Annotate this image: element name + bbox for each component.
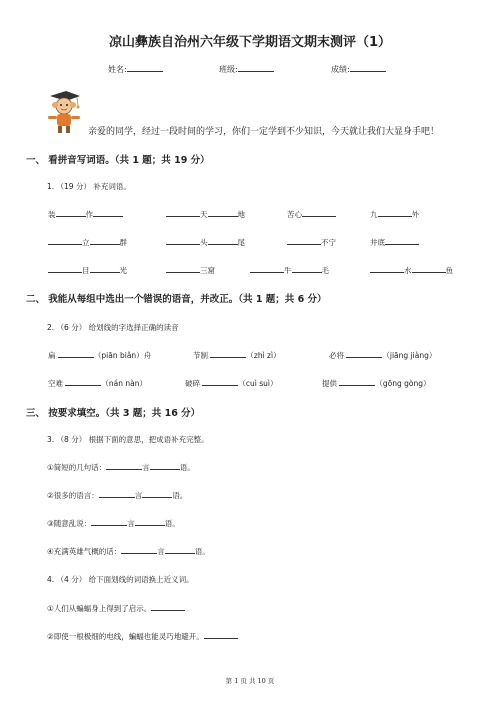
pinyin-options: （nán nàn） [101, 379, 147, 388]
q1-row2-item3[interactable] [287, 236, 336, 248]
word-part: 地 [237, 210, 245, 219]
item-text: ④充满英雄气概的话： [47, 547, 122, 556]
word-part: 破碎 [185, 379, 200, 388]
answer-blank[interactable] [166, 208, 200, 217]
q1-row3-item3[interactable] [250, 264, 329, 276]
word-part: 不宁 [321, 238, 336, 247]
answer-blank[interactable] [93, 208, 123, 217]
q2-item-3[interactable] [329, 349, 436, 361]
page-footer: 第 1 页 共 10 页 [225, 677, 275, 685]
q2-item-6[interactable] [322, 377, 431, 389]
word-part: 作 [85, 210, 93, 219]
name-blank[interactable] [127, 62, 163, 72]
name-label: 姓名: [108, 65, 127, 74]
section-1-title: 一、 看拼音写词语。（共 1 题；共 19 分） [26, 155, 210, 166]
intro-text: 亲爱的同学，经过一段时间的学习，你们一定学到不少知识，今天就让我们大显身手吧！ [88, 127, 440, 137]
item-text: 言 [134, 491, 143, 500]
item-text: ①人们从蝙蝠身上得到了启示。 [47, 604, 152, 613]
word-part: 提供 [322, 379, 337, 388]
answer-blank[interactable] [48, 236, 82, 245]
item-text: 语。 [194, 547, 210, 556]
answer-blank[interactable] [204, 630, 238, 639]
q1-row2-item4[interactable] [370, 236, 419, 248]
item-text: ①简短的几句话： [47, 463, 107, 472]
item-text: 言 [127, 519, 135, 528]
answer-blank[interactable] [58, 349, 94, 358]
q3-item-1[interactable] [47, 461, 195, 473]
answer-blank[interactable] [302, 208, 336, 217]
item-text: 言 [142, 463, 150, 472]
answer-blank[interactable] [90, 236, 120, 245]
answer-blank[interactable] [99, 489, 135, 498]
answer-blank[interactable] [287, 236, 321, 245]
student-mascot-icon [44, 88, 82, 134]
item-text: 语。 [172, 491, 188, 500]
answer-blank[interactable] [121, 545, 157, 554]
word-part: 头 [200, 238, 208, 247]
word-part: 毛 [321, 266, 329, 275]
class-label: 班级: [219, 65, 238, 74]
answer-blank[interactable] [142, 489, 172, 498]
section-2-title: 二、 我能从每组中选出一个错误的语音，并改正。（共 1 题；共 6 分） [26, 294, 327, 305]
word-part: 水 [404, 266, 412, 275]
q2-item-2[interactable] [193, 349, 281, 361]
class-field[interactable] [219, 62, 274, 75]
score-blank[interactable] [350, 62, 386, 72]
word-part: 九 [370, 210, 378, 219]
word-part: 装 [48, 210, 56, 219]
word-part: 三窟 [200, 266, 215, 275]
q3-item-3[interactable] [47, 517, 180, 529]
q2-label: 2. （6 分） 给划线的字选择正确的读音 [47, 323, 179, 332]
word-part: 井底 [370, 238, 385, 247]
pinyin-options: （zhì zì） [246, 351, 281, 360]
q3-item-4[interactable] [47, 545, 210, 557]
score-field[interactable] [331, 62, 386, 75]
q1-row1-item2[interactable] [166, 208, 245, 220]
pinyin-options: （jiāng jiàng） [382, 351, 437, 360]
q1-row2-item1[interactable] [48, 236, 127, 248]
item-text: 语。 [164, 519, 180, 528]
answer-blank[interactable] [370, 264, 404, 273]
q1-row3-item1[interactable] [48, 264, 127, 276]
q3-label: 3. （8 分） 根据下面的意思，把成语补充完整。 [47, 435, 209, 444]
word-part: 外 [411, 210, 419, 219]
answer-blank[interactable] [208, 236, 238, 245]
q1-label: 1. （19 分） 补充词语。 [47, 182, 131, 191]
answer-blank[interactable] [91, 517, 127, 526]
item-text: 语。 [179, 463, 195, 472]
q4-item-1[interactable] [47, 602, 185, 614]
class-blank[interactable] [238, 62, 274, 72]
answer-blank[interactable] [250, 264, 284, 273]
word-part: 天 [200, 210, 208, 219]
answer-blank[interactable] [346, 349, 382, 358]
q1-row1-item3[interactable] [287, 208, 336, 220]
answer-blank[interactable] [56, 208, 86, 217]
item-text: ③随意乱说： [47, 519, 92, 528]
answer-blank[interactable] [202, 377, 238, 386]
word-part: 苦心 [287, 210, 302, 219]
word-part: 光 [119, 266, 127, 275]
word-part: 空难 [48, 379, 63, 388]
q1-row1-item4[interactable] [370, 208, 419, 220]
section-3-title: 三、 按要求填空。（共 3 题；共 16 分） [26, 408, 201, 419]
q1-row3-item2[interactable] [166, 264, 215, 276]
answer-blank[interactable] [90, 264, 120, 273]
answer-blank[interactable] [208, 208, 238, 217]
answer-blank[interactable] [151, 602, 185, 611]
word-part: 立 [82, 238, 90, 247]
answer-blank[interactable] [150, 461, 180, 470]
word-part: 牛 [284, 266, 292, 275]
answer-blank[interactable] [48, 264, 82, 273]
q3-item-2[interactable] [47, 489, 187, 501]
name-field[interactable] [108, 62, 163, 75]
answer-blank[interactable] [165, 545, 195, 554]
pinyin-options: （gōng gòng） [375, 379, 431, 388]
answer-blank[interactable] [412, 264, 446, 273]
answer-blank[interactable] [166, 264, 200, 273]
pinyin-options: （cuì suì） [238, 379, 278, 388]
item-text: ②很多的语言： [47, 491, 99, 500]
word-part: 必将 [329, 351, 344, 360]
q1-row2-item2[interactable] [166, 236, 245, 248]
answer-blank[interactable] [339, 377, 375, 386]
q1-row3-item4[interactable] [370, 264, 453, 276]
answer-blank[interactable] [106, 461, 142, 470]
word-part: 节制 [193, 351, 208, 360]
answer-blank[interactable] [210, 349, 246, 358]
item-text: ②即使一根极细的电线，蝙蝠也能灵巧地避开。 [47, 632, 204, 641]
score-label: 成绩: [331, 65, 350, 74]
q2-item-5[interactable] [185, 377, 277, 389]
word-part: 群 [119, 238, 127, 247]
item-text: 言 [157, 547, 165, 556]
answer-blank[interactable] [378, 208, 412, 217]
answer-blank[interactable] [135, 517, 165, 526]
page-title: 凉山彝族自治州六年级下学期语文期末测评（1） [108, 35, 392, 50]
q2-item-1[interactable] [48, 349, 151, 361]
q4-item-2[interactable] [47, 630, 238, 642]
word-part: 目 [82, 266, 90, 275]
pinyin-options: （piān biǎn）舟 [93, 351, 152, 360]
word-part: 鱼 [445, 266, 453, 275]
answer-blank[interactable] [65, 377, 101, 386]
answer-blank[interactable] [292, 264, 322, 273]
word-part: 尾 [237, 238, 245, 247]
answer-blank[interactable] [385, 236, 419, 245]
q2-item-4[interactable] [48, 377, 147, 389]
q4-label: 4. （4 分） 给下面划线的词语换上近义词。 [47, 575, 194, 584]
word-part: 扁 [48, 351, 56, 360]
q1-row1-item1[interactable] [48, 208, 123, 220]
answer-blank[interactable] [166, 236, 200, 245]
